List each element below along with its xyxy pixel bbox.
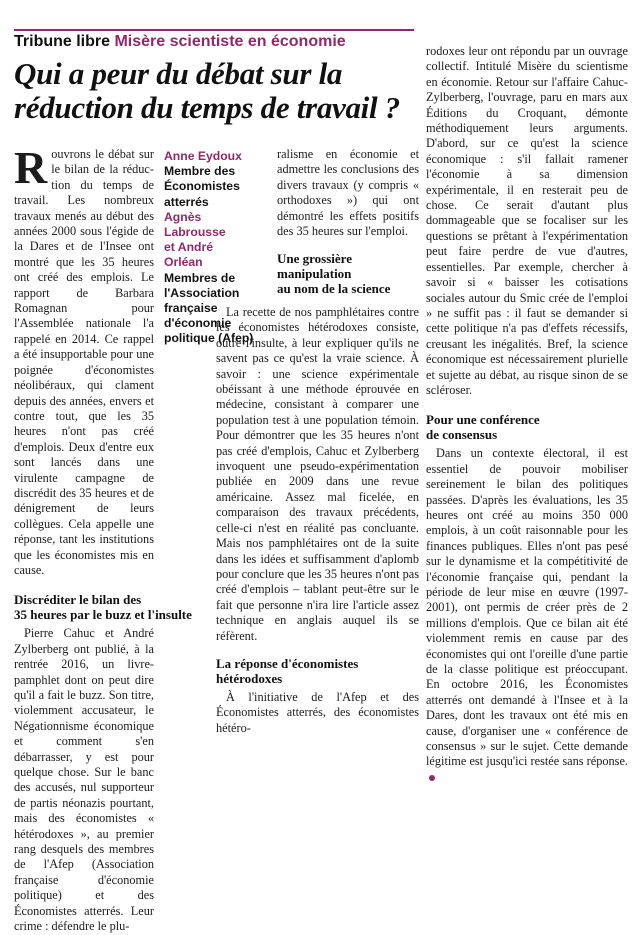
author-2-role-line-2: l'Association bbox=[164, 285, 240, 300]
col2-paragraph-3: À l'initiative de l'Afep et des Économistes atterrés, des économistes hétéro- bbox=[216, 689, 419, 735]
column-3 bbox=[426, 44, 628, 785]
subhead-conference bbox=[426, 412, 628, 442]
column-2 bbox=[277, 147, 419, 300]
lead-line-2: le bilan de la réduc- bbox=[51, 162, 154, 177]
author-1-role-line-1: Membre des bbox=[164, 164, 236, 179]
subhead-conference-line-1: Pour une conférence bbox=[426, 412, 540, 428]
end-bullet-icon bbox=[429, 775, 435, 781]
headline-line-1: Qui a peur du débat sur la bbox=[14, 56, 343, 91]
author-1-role-line-3: atterrés bbox=[164, 194, 209, 209]
subhead-discrediter-line-1: Discréditer le bilan des bbox=[14, 592, 142, 608]
subhead-manipulation-line-2: manipulation bbox=[277, 266, 352, 282]
author-2-line-3: et André bbox=[164, 240, 213, 255]
author-2-line-1: Agnès bbox=[164, 209, 202, 224]
kicker-label: Tribune libre bbox=[14, 33, 111, 50]
col3-paragraph-1: rodoxes leur ont répondu par un ouvrage collectif. Intitulé Misère du scientisme en économie. Retour sur l'affaire Cahuc-Zylberberg, l'ouvrage, paru en mars aux Éditions du Croquant, démonte méthodiquement leurs arguments. D'abord, sur ce qu'est la science économique : s'il fallait ramener l'économie à sa dimension expérimentale, il en resterait peu de chose. Ce serait d'autant plus dommageable que se focaliser sur les questions se prêtant à l'expérimentation peut faire perdre de vue d'autres, essentielles. Par exemple, chercher à savoir si « baisser les cotisations sociales autour du Smic crée de l'emploi » ne suffit pas : il faut se demander si cette politique n'a pas d'effets récessifs, creusant les inégalités. Bref, la science économique est nécessairement plurielle et sujette au débat, au risque sinon de se scléroser. bbox=[426, 44, 628, 397]
subhead-manipulation bbox=[277, 251, 419, 296]
lead-line-1: ouvrons le débat sur bbox=[51, 147, 154, 161]
author-2-role-line-5: politique (Afep) bbox=[164, 331, 254, 346]
headline-line-2: réduction du temps de travail ? bbox=[14, 90, 400, 125]
col3-paragraph-2: Dans un contexte électoral, il est essentiel de pouvoir mobiliser sereinement le bilan des politiques passées. D'après les évaluations, les 35 heures ont créé au moins 350 000 emplois, à un coût raisonnable pour les finances publiques. Elles n'ont pas pesé sur le dynamisme et la compétitivité de l'économie française qui, pendant la période de leur mise en œuvre (1997-2001), ont permis de créer près de 2 millions d'emplois. Que ce bilan ait été violemment remis en cause par des économistes qui ont l'oreille d'une partie de la classe politique est préoccupant. En octobre 2016, les Économistes atterrés ont demandé à l'Insee et à la Dares, dont les travaux ont été mis en cause, d'organiser une « conférence de consensus » sur le sujet. Cette demande légitime est jusqu'ici restée sans réponse. bbox=[426, 446, 628, 769]
author-1-role-line-2: Économistes bbox=[164, 179, 240, 194]
subhead-reponse bbox=[216, 656, 419, 686]
kicker bbox=[14, 32, 346, 52]
author-2-line-2: Labrousse bbox=[164, 225, 226, 240]
subhead-discrediter-line-2: 35 heures par le buzz et l'insulte bbox=[14, 607, 192, 623]
column-2-lower bbox=[216, 305, 419, 736]
kicker-title: Misère scientiste en économie bbox=[114, 33, 346, 50]
subhead-manipulation-line-1: Une grossière bbox=[277, 251, 352, 267]
author-2-role-line-4: d'économie bbox=[164, 316, 232, 331]
headline bbox=[14, 57, 424, 125]
subhead-conference-line-2: de consensus bbox=[426, 427, 498, 443]
author-2-role-line-3: française bbox=[164, 301, 218, 316]
kicker-rule bbox=[14, 29, 414, 31]
lead-line-3: tion du temps de bbox=[51, 177, 154, 192]
col1-paragraph-2: Pierre Cahuc et André Zylberberg ont publié, à la rentrée 2016, un livre-pamphlet dont on peut dire qu'il a fait le buzz. Son titre, violemment accusateur, le Négationnisme économique et comment s'en débarrasser, y est pour quelque chose. Sur le banc des accusés, nul supporteur de partis néonazis pourtant, mais des économistes « hétérodoxes », au premier rang desquels des membres de l'Afep (Association française d'économie politique) et des Économistes atterrés. Leur crime : défendre le plu- bbox=[14, 626, 154, 934]
col1-paragraph-1: travail. Les nombreux travaux menés au début des années 2000 sous l'égide de la Dares et de l'Insee ont montré que les 35 heures ont créé des emplois. Le rapport de Barbara Romagnan pour l'Assemblée nationale l'a rappelé en 2014. Ce rappel a été insupportable pour une poignée d'économistes néolibéraux, qui clament depuis des années, envers et contre tout, que les 35 heures n'ont pas créé d'emplois. Deux d'entre eux sont lancés dans une virulente campagne de discrédit des 35 heures et de dénigrement de leurs collègues. Cela appelle une réponse, tant les institutions que les économistes mis en cause. bbox=[14, 193, 154, 577]
author-2-role-line-1: Membres de bbox=[164, 270, 236, 285]
col2-paragraph-1: ralisme en économie et admettre les conclusions des divers travaux (y compris « orthodoxes ») qui ont démontré les effets positifs des 35 heures sur l'emploi. bbox=[277, 147, 419, 239]
subhead-reponse-line-2: hétérodoxes bbox=[216, 670, 283, 686]
author-1: Anne Eydoux bbox=[164, 149, 242, 163]
subhead-discrediter bbox=[14, 592, 192, 623]
author-2-line-4: Orléan bbox=[164, 255, 203, 270]
col2-paragraph-2: La recette de nos pamphlétaires contre les économistes hétérodoxes consiste, outre l'insulte, à leur expliquer qu'ils ne savent pas ce qu'est la vraie science. À savoir : une science expérimentale obéissant à une méthode éprouvée en médecine, consistant à comparer une population test à une population témoin. Pour démontrer que les 35 heures n'ont pas créé d'emplois, Cahuc et Zylberberg invoquent une pseudo-expérimentation publiée en 2009 dans une revue américaine. Assez mal ficelée, en comparaison des travaux précédents, celle-ci n'est en réalité pas concluante. Mais nos pamphlétaires ont de la suite dans les idées et suffisamment d'aplomb pour conclure que les 35 heures n'ont pas créé d'emplois – tablant peut-être sur le fait que personne n'ira lire l'article assez technique en anglais auquel ils se réfèrent. bbox=[216, 305, 419, 643]
subhead-manipulation-line-3: au nom de la science bbox=[277, 281, 391, 297]
dropcap: R bbox=[14, 142, 48, 193]
subhead-reponse-line-1: La réponse d'économistes bbox=[216, 655, 359, 671]
